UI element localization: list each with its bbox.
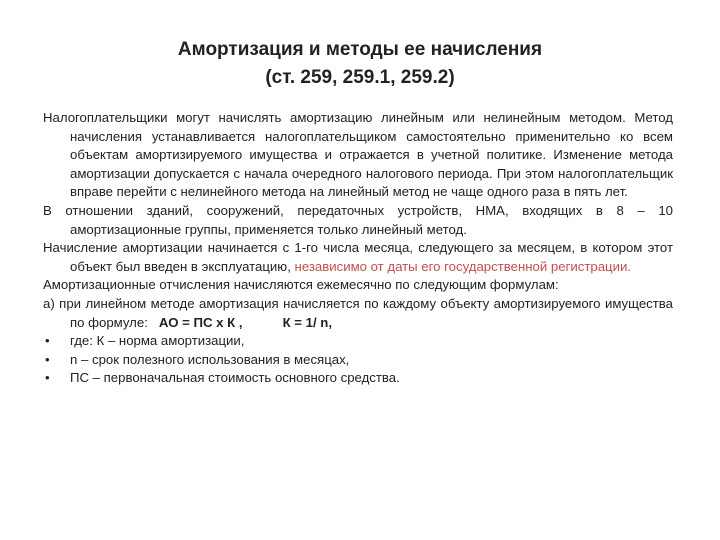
paragraph-methods: Налогоплательщики могут начислять амортизацию линейным или нелинейным методом. Метод начисления устанавливается налогоплательщиком самостоятельно применительно ко всем объектам амортизируемого имущества и отражается в учетной политике. Изменение метода амортизации допускается с начала очередного налогового периода. При этом налогоплательщик вправе перейти с нелинейного метода на линейный метод не чаще одного раза в пять лет. — [43, 110, 673, 200]
bullet-text: ПС – первоначальная стоимость основного средства. — [70, 370, 400, 386]
bullet-marker: • — [45, 370, 50, 386]
bullet-text: n – срок полезного использования в месяцах, — [70, 351, 350, 367]
linear-formula-text: а) при линейном методе амортизация начисляется по каждому объекту амортизируемого имущества по формуле: — [43, 295, 673, 330]
title-line-2: (ст. 259, 259.1, 259.2) — [265, 67, 455, 88]
highlight-text: независимо от даты его государственной регистрации. — [294, 258, 631, 274]
paragraph-linear-formula — [43, 295, 673, 332]
title-line-1: Амортизация и методы ее начисления — [177, 39, 543, 60]
bullet-marker: • — [45, 351, 50, 367]
paragraph-linear-only: В отношении зданий, сооружений, передаточных устройств, НМА, входящих в 8 – 10 амортизационные группы, применяется только линейный метод. — [43, 202, 673, 237]
paragraph-monthly: Амортизационные отчисления начисляются ежемесячно по следующим формулам: — [43, 277, 559, 293]
formula-ao: АО = ПС х К , — [158, 314, 243, 330]
bullet-item — [43, 369, 673, 388]
slide-title — [60, 36, 660, 92]
bullet-text: где: К – норма амортизации, — [70, 333, 245, 349]
bullet-item — [43, 332, 673, 351]
slide-body — [43, 109, 673, 388]
bullet-item — [43, 351, 673, 370]
formula-k: К = 1/ n, — [282, 314, 333, 330]
paragraph-start-date — [43, 239, 673, 276]
bullet-marker: • — [45, 333, 50, 349]
paragraph-start-date-text: Начисление амортизации начинается с 1-го числа месяца, следующего за месяцем, в котором этот объект был введен в эксплуатацию, — [43, 240, 673, 274]
